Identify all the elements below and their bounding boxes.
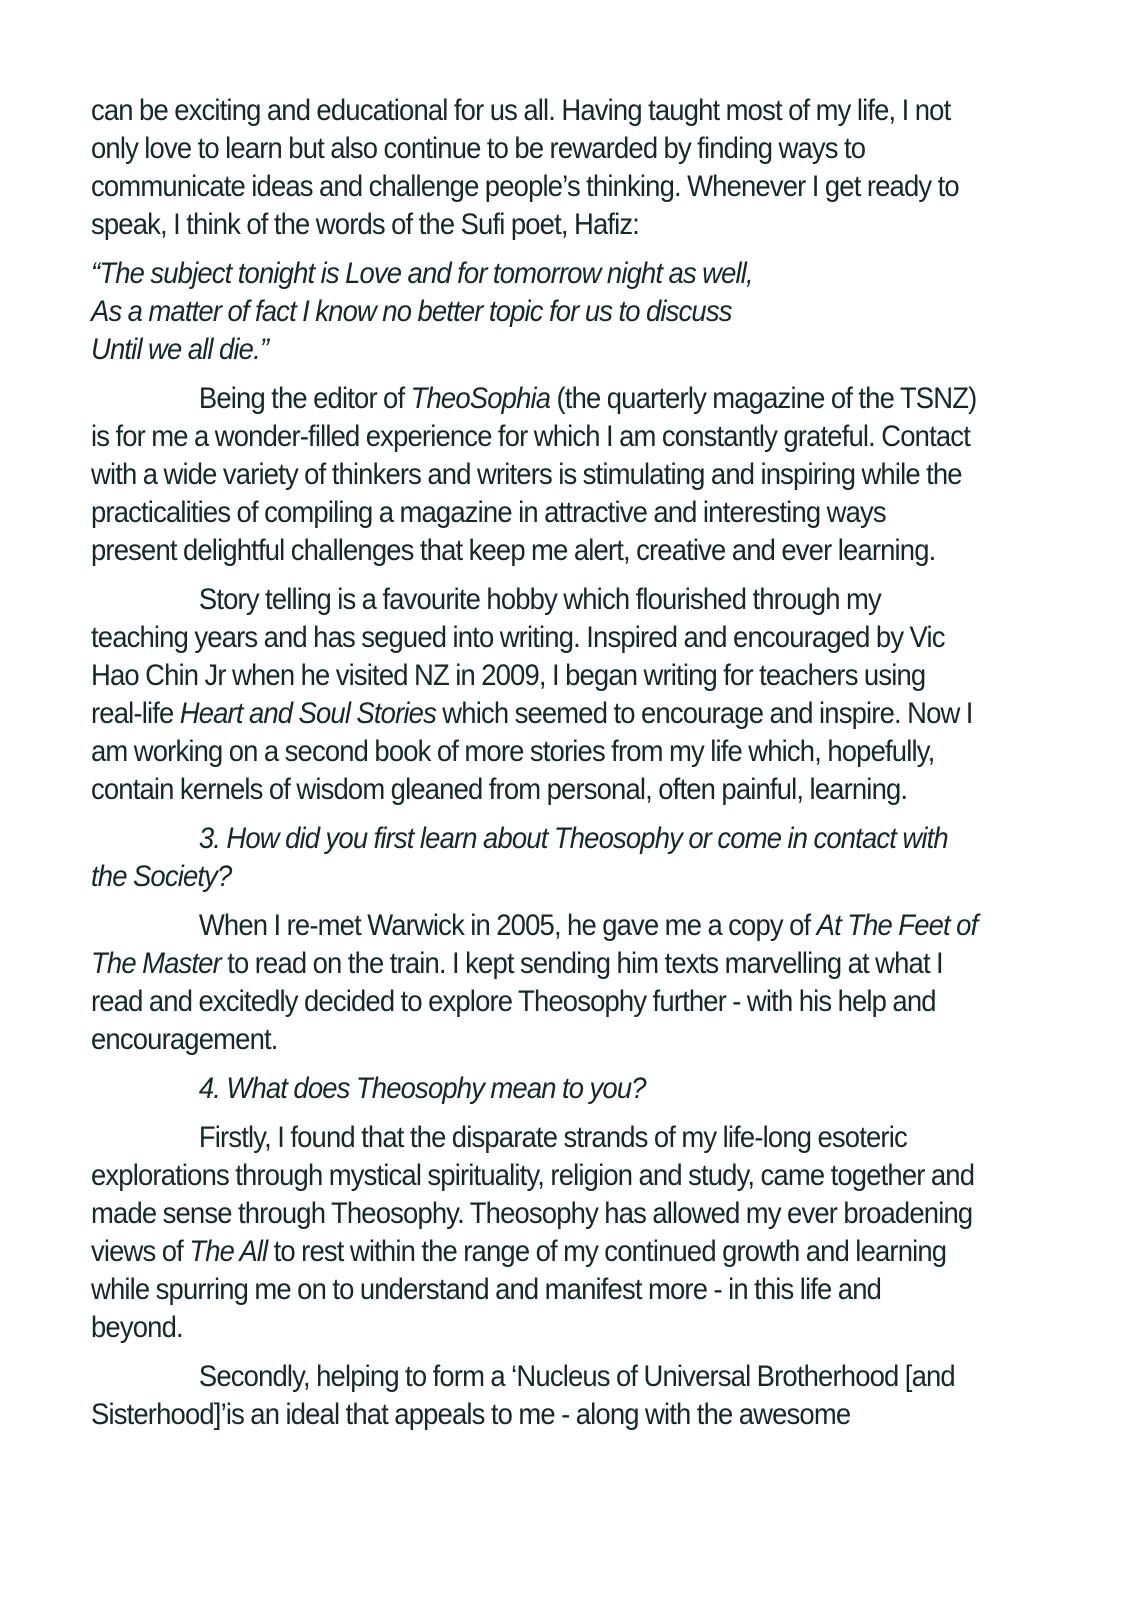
text-line (91, 293, 984, 331)
text-line (91, 494, 984, 532)
text-span: only love to learn but also continue to be rewarded by finding ways to (91, 132, 866, 165)
text-line (91, 168, 984, 206)
italic-text: The Master (91, 947, 221, 980)
italic-text: Heart and Soul Stories (179, 697, 436, 730)
text-line (91, 1157, 984, 1195)
text-span: Firstly, I found that the disparate strands of my life-long esoteric (198, 1121, 907, 1154)
text-span: contain kernels of wisdom gleaned from personal, often painful, learning. (91, 773, 908, 806)
text-span: while spurring me on to understand and manifest more - in this life and (91, 1273, 882, 1306)
text-span: is for me a wonder-filled experience for which I am constantly grateful. Contact (91, 420, 970, 453)
text-span: When I re-met Warwick in 2005, he gave me a copy of (198, 909, 817, 942)
paragraph-quote (91, 255, 984, 369)
text-span: to read on the train. I kept sending him texts marvelling at what I (220, 947, 943, 980)
text-line (91, 130, 984, 168)
text-line (91, 1021, 984, 1059)
italic-text: 4. What does Theosophy mean to you? (198, 1072, 646, 1105)
italic-text: “The subject tonight is Love and for tomorrow night as well, (91, 257, 753, 290)
text-line (91, 1309, 984, 1347)
text-span: practicalities of compiling a magazine in attractive and interesting ways (91, 496, 886, 529)
text-span: which seemed to encourage and inspire. Now I (435, 697, 973, 730)
text-span: Story telling is a favourite hobby which flourished through my (198, 583, 881, 616)
text-line (91, 206, 984, 244)
text-line (91, 858, 984, 896)
text-line (91, 1195, 984, 1233)
text-span: present delightful challenges that keep me alert, creative and ever learning. (91, 534, 936, 567)
text-line (91, 983, 984, 1021)
text-span: made sense through Theosophy. Theosophy has allowed my ever broadening (91, 1197, 973, 1230)
text-span: explorations through mystical spirituality, religion and study, came together and (91, 1159, 975, 1192)
text-line (91, 418, 984, 456)
text-span: real-life (91, 697, 180, 730)
paragraph-story (91, 581, 984, 809)
italic-text: At The Feet of (816, 909, 978, 942)
text-line (91, 581, 984, 619)
text-line (91, 1070, 984, 1108)
text-span: communicate ideas and challenge people’s thinking. Whenever I get ready to (91, 170, 959, 203)
text-line (91, 907, 984, 945)
text-line (91, 1396, 984, 1434)
text-line (91, 380, 984, 418)
text-line (91, 1119, 984, 1157)
text-line (91, 733, 984, 771)
text-line (91, 619, 984, 657)
text-line (91, 1358, 984, 1396)
text-line (91, 255, 984, 293)
text-span: read and excitedly decided to explore Theosophy further - with his help and (91, 985, 936, 1018)
paragraph-intro (91, 92, 984, 244)
paragraph-answer-4b (91, 1358, 984, 1434)
text-span: Being the editor of (198, 382, 411, 415)
text-span: (the quarterly magazine of the TSNZ) (550, 382, 977, 415)
text-span: encouragement. (91, 1023, 278, 1056)
paragraph-editor (91, 380, 984, 570)
italic-text: 3. How did you first learn about Theosophy or come in contact with (198, 822, 948, 855)
text-span: views of (91, 1235, 190, 1268)
text-line (91, 820, 984, 858)
text-span: can be exciting and educational for us all. Having taught most of my life, I not (91, 94, 951, 127)
paragraph-question-3 (91, 820, 984, 896)
italic-text: Until we all die.” (91, 333, 269, 366)
text-line (91, 695, 984, 733)
text-line (91, 92, 984, 130)
text-span: Secondly, helping to form a ‘Nucleus of Universal Brotherhood [and (198, 1360, 955, 1393)
text-span: am working on a second book of more stories from my life which, hopefully, (91, 735, 935, 768)
text-line (91, 771, 984, 809)
paragraph-answer-3 (91, 907, 984, 1059)
italic-text: TheoSophia (410, 382, 551, 415)
text-span: beyond. (91, 1311, 183, 1344)
text-span: Hao Chin Jr when he visited NZ in 2009, I began writing for teachers using (91, 659, 926, 692)
text-line (91, 1271, 984, 1309)
paragraph-question-4 (91, 1070, 984, 1108)
paragraph-answer-4a (91, 1119, 984, 1347)
document-page (91, 92, 984, 1434)
italic-text: The All (189, 1235, 268, 1268)
text-line (91, 657, 984, 695)
text-span: speak, I think of the words of the Sufi poet, Hafiz: (91, 208, 640, 241)
text-line (91, 532, 984, 570)
italic-text: the Society? (91, 860, 232, 893)
text-line (91, 456, 984, 494)
text-span: Sisterhood]’is an ideal that appeals to me - along with the awesome (91, 1398, 851, 1431)
text-span: teaching years and has segued into writing. Inspired and encouraged by Vic (91, 621, 945, 654)
text-line (91, 331, 984, 369)
text-span: with a wide variety of thinkers and writers is stimulating and inspiring while the (91, 458, 962, 491)
italic-text: As a matter of fact I know no better topic for us to discuss (91, 295, 732, 328)
text-span: to rest within the range of my continued growth and learning (267, 1235, 947, 1268)
text-line (91, 945, 984, 983)
text-line (91, 1233, 984, 1271)
